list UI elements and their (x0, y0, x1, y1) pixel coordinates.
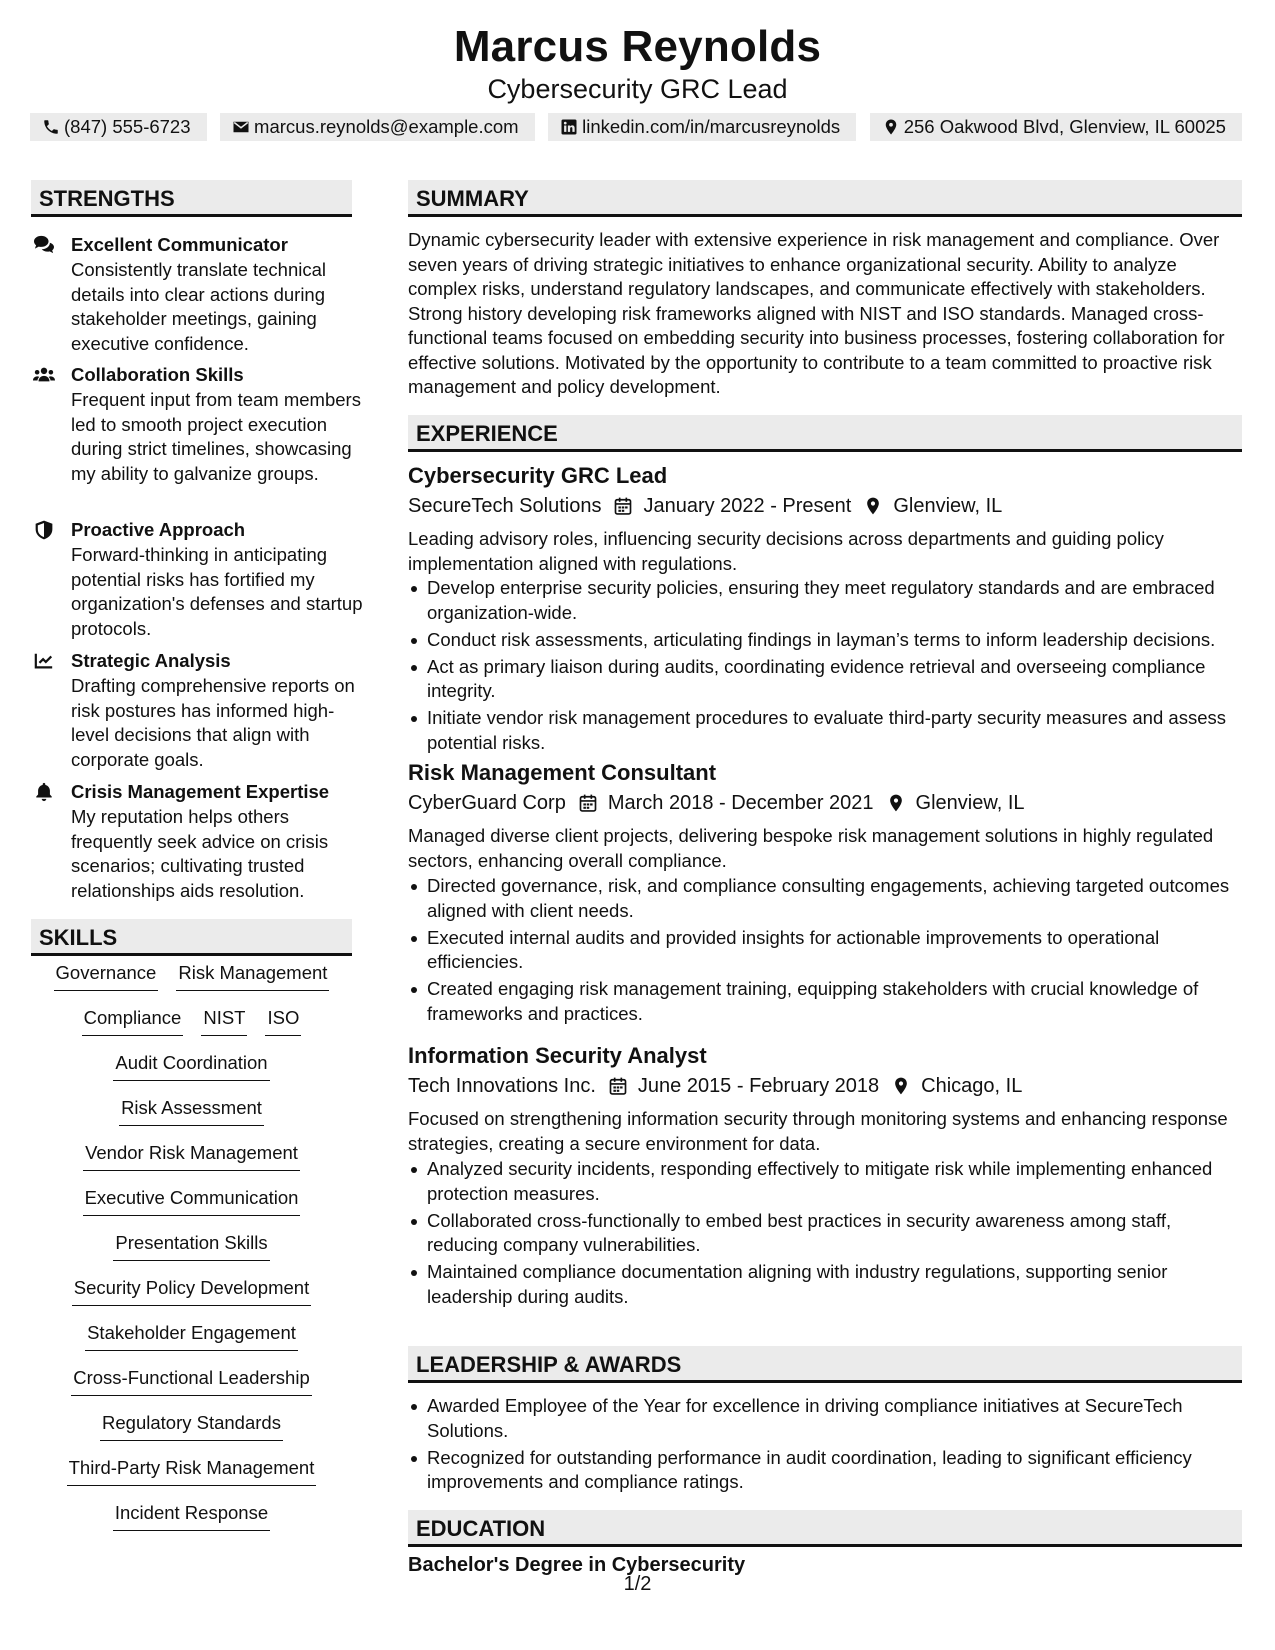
skill-tag: Third-Party Risk Management (67, 1455, 317, 1486)
awards-heading: LEADERSHIP & AWARDS (408, 1346, 1242, 1383)
strength-title: Collaboration Skills (71, 364, 244, 385)
summary-heading: SUMMARY (408, 180, 1242, 217)
skill-tag: Presentation Skills (113, 1230, 269, 1261)
strength-title: Strategic Analysis (71, 650, 231, 671)
bullet-item: Executed internal audits and provided insights for actionable improvements to operational efficiencies. (408, 926, 1242, 975)
job-meta (408, 1072, 1022, 1100)
bullet-item: Created engaging risk management training, equipping stakeholders with crucial knowledge of frameworks and practices. (408, 977, 1242, 1026)
calendar-icon (578, 793, 598, 813)
skill-tag: Risk Management (176, 960, 329, 991)
contact-email[interactable] (220, 113, 535, 141)
strength-desc: Consistently translate technical details into clear actions during stakeholder meetings, gaining executive confidence. (71, 259, 327, 354)
skill-tag: Cross-Functional Leadership (71, 1365, 312, 1396)
phone-icon (42, 118, 60, 136)
job-company: Tech Innovations Inc. (408, 1074, 596, 1097)
skill-row (31, 1410, 352, 1455)
bullet-item: Maintained compliance documentation aligning with industry regulations, supporting senior leadership during audits. (408, 1260, 1242, 1309)
skill-row (31, 1185, 352, 1230)
bullet-item: Recognized for outstanding performance in audit coordination, leading to significant efficiency improvements and compliance ratings. (408, 1446, 1242, 1495)
map-pin-icon (886, 793, 906, 813)
map-pin-icon (891, 1076, 911, 1096)
strength-title: Crisis Management Expertise (71, 781, 330, 802)
page-number: 1/2 (623, 1573, 652, 1595)
bullet-item: Directed governance, risk, and compliance consulting engagements, achieving targeted outcomes aligned with client needs. (408, 874, 1242, 923)
skill-row (31, 1455, 352, 1500)
skill-row (31, 1320, 352, 1365)
calendar-icon (613, 496, 633, 516)
skill-row (31, 1095, 352, 1140)
job-description: Focused on strengthening information security through monitoring systems and enhancing response strategies, creating a secure environment for data. (408, 1108, 1228, 1154)
linkedin-icon (560, 118, 578, 136)
map-pin-icon (863, 496, 883, 516)
contact-bar (30, 113, 1242, 141)
skill-tag: Governance (54, 960, 159, 991)
contact-address-text: 256 Oakwood Blvd, Glenview, IL 60025 (903, 116, 1226, 137)
bullet-item: Conduct risk assessments, articulating findings in layman’s terms to inform leadership decisions. (408, 628, 1242, 653)
candidate-name: Marcus Reynolds (453, 22, 822, 71)
skill-row (31, 1500, 352, 1545)
bullet-item: Initiate vendor risk management procedures to evaluate third-party security measures and assess potential risks. (408, 706, 1242, 755)
bullet-item: Awarded Employee of the Year for excellence in driving compliance initiatives at SecureTech Solutions. (408, 1394, 1242, 1443)
job-company: CyberGuard Corp (408, 791, 566, 814)
job-meta (408, 492, 1002, 520)
candidate-title: Cybersecurity GRC Lead (487, 74, 788, 104)
skill-row (31, 960, 352, 1005)
chart-line-icon (33, 651, 55, 671)
skill-row (31, 1275, 352, 1320)
skill-tag: Vendor Risk Management (83, 1140, 300, 1171)
job-location: Glenview, IL (915, 791, 1025, 814)
bell-icon (33, 782, 55, 802)
job-location: Chicago, IL (921, 1074, 1023, 1097)
contact-address (870, 113, 1242, 141)
skill-row (31, 1230, 352, 1275)
skill-tag: Risk Assessment (119, 1095, 264, 1126)
shield-icon (33, 520, 55, 540)
bullet-item: Analyzed security incidents, responding effectively to mitigate risk while implementing enhanced protection measures. (408, 1157, 1242, 1206)
job-description: Managed diverse client projects, delivering bespoke risk management solutions in highly regulated sectors, enhancing overall compliance. (408, 825, 1214, 871)
strengths-heading: STRENGTHS (31, 180, 352, 217)
job-bullets (408, 1157, 1242, 1312)
skill-tag: ISO (265, 1005, 301, 1036)
skill-tag: Security Policy Development (72, 1275, 311, 1306)
users-icon (33, 365, 55, 385)
bullet-item: Develop enterprise security policies, ensuring they meet regulatory standards and are embraced organization-wide. (408, 576, 1242, 625)
job-bullets (408, 576, 1242, 758)
job-bullets (408, 874, 1242, 1029)
envelope-icon (232, 118, 250, 136)
strength-desc: Frequent input from team members led to smooth project execution during strict timelines, showcasing my ability to galvanize groups. (71, 389, 361, 484)
skill-row (31, 1050, 352, 1095)
contact-linkedin[interactable] (548, 113, 856, 141)
education-degree: Bachelor's Degree in Cybersecurity (408, 1554, 746, 1576)
education-heading: EDUCATION (408, 1510, 1242, 1547)
experience-heading: EXPERIENCE (408, 415, 1242, 452)
skills-list (31, 960, 352, 1545)
skill-tag: Executive Communication (83, 1185, 301, 1216)
job-dates: March 2018 - December 2021 (607, 791, 874, 814)
summary-text: Dynamic cybersecurity leader with extensive experience in risk management and compliance. Over seven years of driving strategic initiatives to enhance organizational security. Ability to analyze complex risks, understand regulatory landscapes, and communicate effectively with stakeholders. Strong history developing risk frameworks aligned with NIST and ISO standards. Managed cross-functional teams focused on embedding security into business processes, fostering collaboration for effective solutions. Motivated by the opportunity to contribute to a team committed to proactive risk management and policy development. (408, 229, 1225, 397)
skill-tag: Audit Coordination (113, 1050, 269, 1081)
skill-tag: Incident Response (113, 1500, 270, 1531)
job-dates: June 2015 - February 2018 (637, 1074, 880, 1097)
contact-linkedin-text: linkedin.com/in/marcusreynolds (582, 116, 841, 137)
bullet-item: Collaborated cross-functionally to embed best practices in security awareness among staff, reducing company vulnerabilities. (408, 1209, 1242, 1258)
job-title: Risk Management Consultant (408, 760, 717, 785)
awards-bullets (408, 1394, 1242, 1497)
job-meta (408, 789, 1025, 817)
strength-desc: My reputation helps others frequently seek advice on crisis scenarios; cultivating trusted relationships aids resolution. (71, 806, 329, 901)
strength-desc: Forward-thinking in anticipating potential risks has fortified my organization's defenses and startup protocols. (71, 544, 363, 639)
strength-title: Proactive Approach (71, 519, 246, 540)
job-description: Leading advisory roles, influencing security decisions across departments and guiding policy implementation aligned with regulations. (408, 528, 1164, 574)
calendar-icon (608, 1076, 628, 1096)
skills-heading: SKILLS (31, 919, 352, 956)
skill-row (31, 1365, 352, 1410)
contact-email-text: marcus.reynolds@example.com (254, 116, 519, 137)
job-location: Glenview, IL (893, 494, 1003, 517)
job-title: Cybersecurity GRC Lead (408, 463, 668, 488)
skill-tag: NIST (201, 1005, 247, 1036)
comments-icon (33, 235, 55, 255)
job-company: SecureTech Solutions (408, 494, 602, 517)
skill-row (31, 1140, 352, 1185)
skill-tag: Regulatory Standards (100, 1410, 283, 1441)
map-pin-icon (882, 118, 900, 136)
skill-tag: Compliance (82, 1005, 184, 1036)
job-dates: January 2022 - Present (643, 494, 852, 517)
contact-phone-text: (847) 555-6723 (64, 116, 191, 137)
bullet-item: Act as primary liaison during audits, coordinating evidence retrieval and overseeing compliance integrity. (408, 655, 1242, 704)
strength-desc: Drafting comprehensive reports on risk postures has informed high-level decisions that align with corporate goals. (71, 675, 355, 770)
contact-phone[interactable] (30, 113, 207, 141)
strength-title: Excellent Communicator (71, 234, 288, 255)
skill-row (31, 1005, 352, 1050)
skill-tag: Stakeholder Engagement (85, 1320, 298, 1351)
job-title: Information Security Analyst (408, 1043, 707, 1068)
